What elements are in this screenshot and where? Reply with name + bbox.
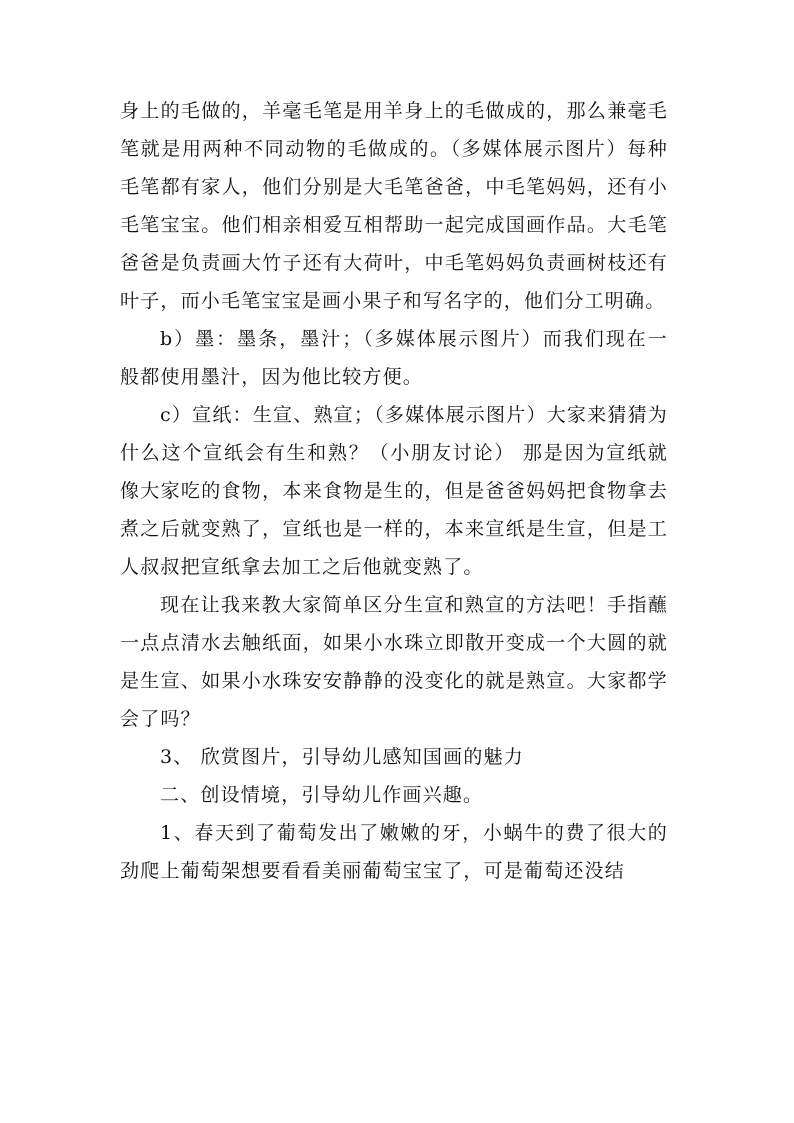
- paragraph-spring-grapes: 1、春天到了葡萄发出了嫩嫩的牙，小蜗牛的费了很大的劲爬上葡萄架想要看看美丽葡萄宝宝了，可是葡萄还没结: [120, 822, 668, 882]
- paragraph-rice-paper: c）宣纸：生宣、熟宣；（多媒体展示图片）大家来猜猜为什么这个宣纸会有生和熟？（小朋友讨论） 那是因为宣纸就像大家吃的食物，本来食物是生的，但是爸爸妈妈把食物拿去煮之后就变熟了，宣纸也是一样的，本来宣纸是生宣，但是工人叔叔把宣纸拿去加工之后他就变熟了。: [120, 404, 668, 578]
- paragraph-brush-description: 身上的毛做的，羊毫毛笔是用羊身上的毛做成的，那么兼毫毛笔就是用两种不同动物的毛做成的。（多媒体展示图片）每种毛笔都有家人，他们分别是大毛笔爸爸，中毛笔妈妈，还有小毛笔宝宝。他们相亲相爱互相帮助一起完成国画作品。大毛笔爸爸是负责画大竹子还有大荷叶，中毛笔妈妈负责画树枝还有叶子，而小毛笔宝宝是画小果子和写名字的，他们分工明确。: [120, 100, 668, 312]
- paragraph-ink: b）墨：墨条，墨汁；（多媒体展示图片）而我们现在一般都使用墨汁，因为他比较方便。: [120, 328, 668, 388]
- paragraph-distinguish-method: 现在让我来教大家简单区分生宣和熟宣的方法吧！手指蘸一点点清水去触纸面，如果小水珠立即散开变成一个大圆的就是生宣、如果小水珠安安静静的没变化的就是熟宣。大家都学会了吗？: [120, 594, 668, 730]
- paragraph-appreciate-pictures: 3、 欣赏图片，引导幼儿感知国画的魅力: [160, 746, 524, 768]
- document-body: [120, 92, 668, 890]
- section-heading-situation: 二、创设情境，引导幼儿作画兴趣。: [160, 784, 484, 806]
